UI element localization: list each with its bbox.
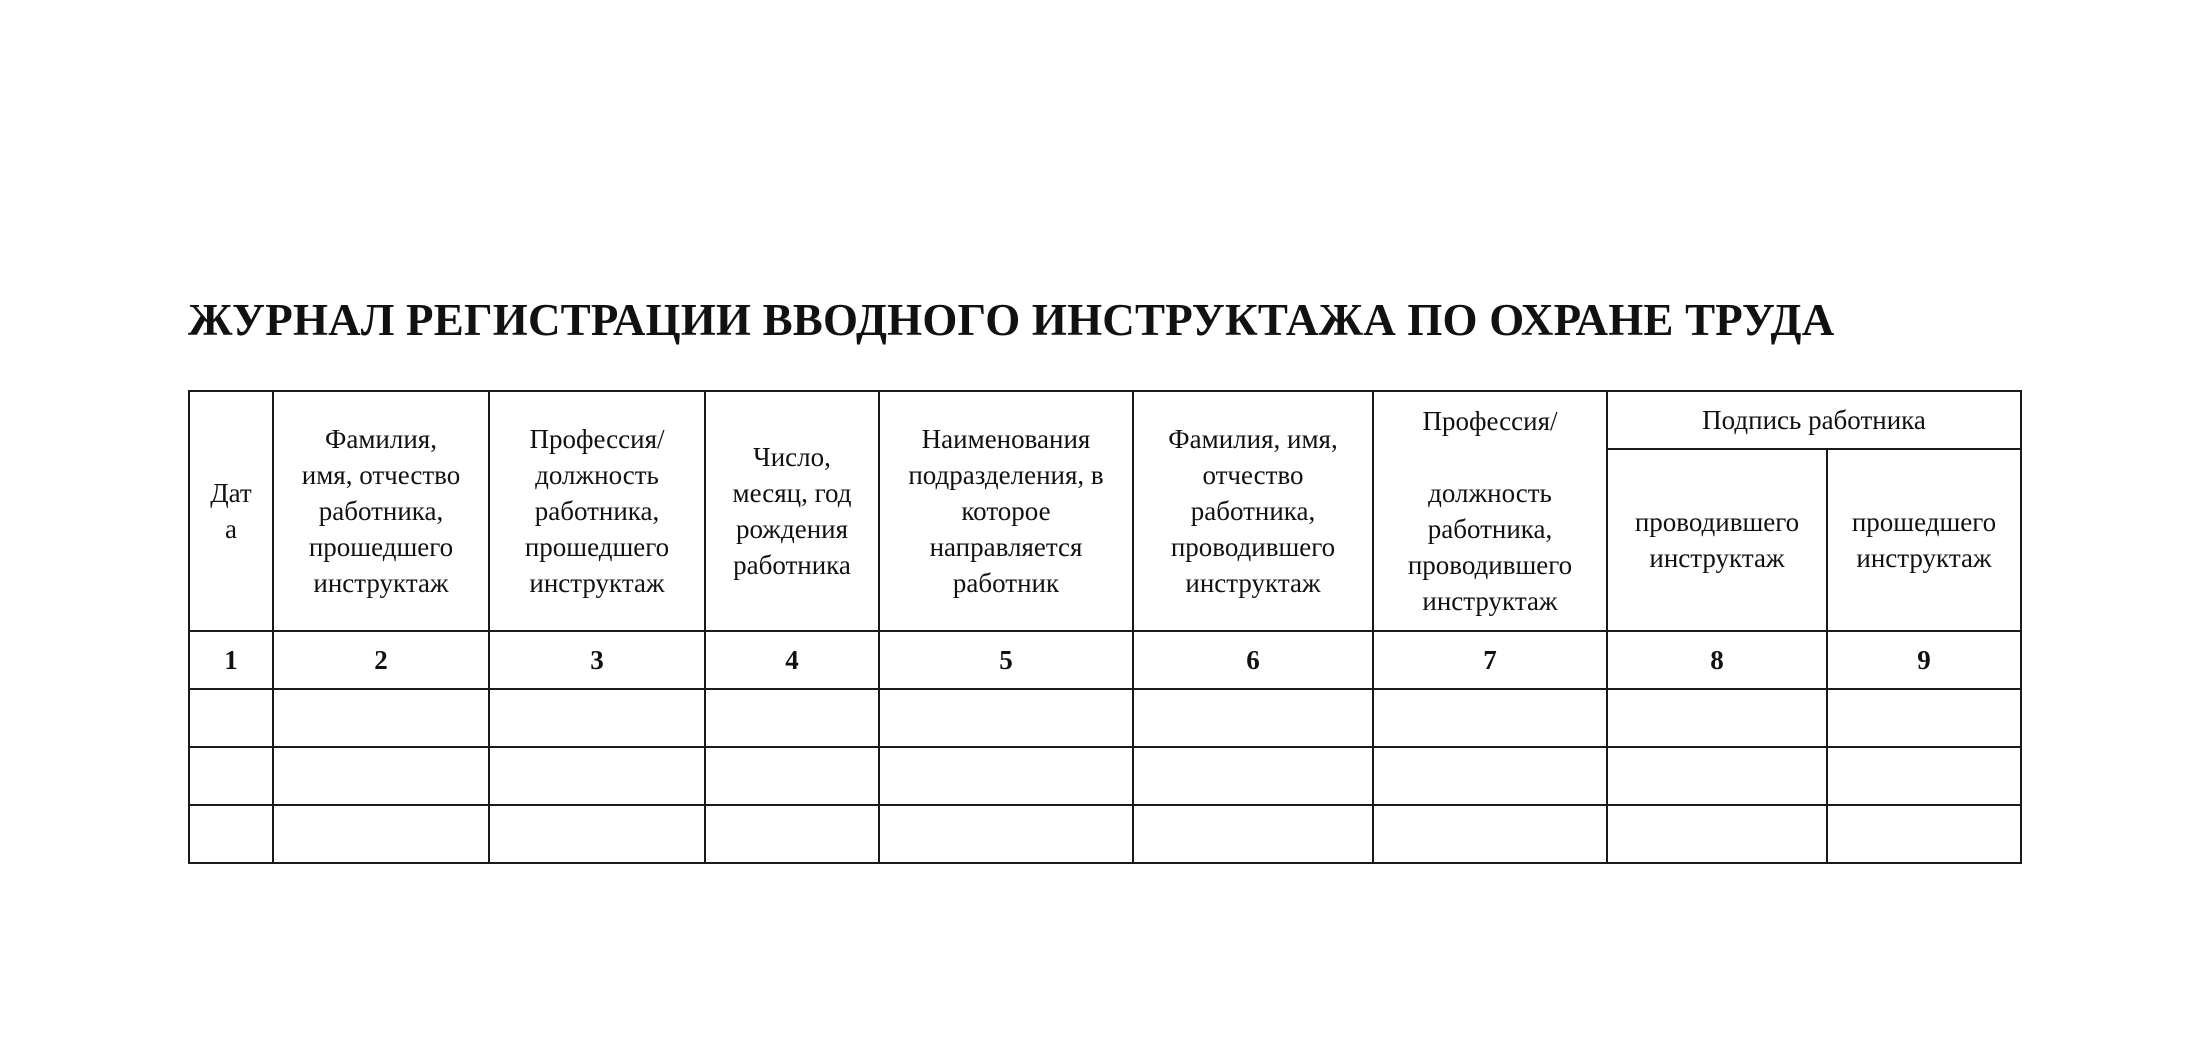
- column-number-row: [189, 631, 2021, 689]
- table-cell[interactable]: [273, 689, 489, 747]
- table-cell[interactable]: [1827, 805, 2021, 863]
- table-cell[interactable]: [489, 805, 705, 863]
- table-cell[interactable]: [705, 689, 879, 747]
- table-cell[interactable]: [879, 689, 1133, 747]
- header-instructor-position: Профессия/ должность работника, проводившего инструктаж: [1373, 391, 1607, 631]
- column-number: 5: [879, 631, 1133, 689]
- column-number: 6: [1133, 631, 1373, 689]
- page-title: ЖУРНАЛ РЕГИСТРАЦИИ ВВОДНОГО ИНСТРУКТАЖА ПО ОХРАНЕ ТРУДА: [188, 295, 1835, 345]
- table-cell[interactable]: [1373, 689, 1607, 747]
- table-cell[interactable]: [1827, 689, 2021, 747]
- column-number: 7: [1373, 631, 1607, 689]
- table-cell[interactable]: [489, 689, 705, 747]
- header-instructor-name: Фамилия, имя, отчество работника, проводившего инструктаж: [1133, 391, 1373, 631]
- table-row: [189, 747, 2021, 805]
- header-birth-date: Число, месяц, год рождения работника: [705, 391, 879, 631]
- table-cell[interactable]: [879, 805, 1133, 863]
- table-cell[interactable]: [705, 805, 879, 863]
- table-row: [189, 805, 2021, 863]
- table-cell[interactable]: [189, 747, 273, 805]
- header-trainee-name: Фамилия, имя, отчество работника, прошедшего инструктаж: [273, 391, 489, 631]
- table-cell[interactable]: [879, 747, 1133, 805]
- header-department: Наименования подразделения, в которое направляется работник: [879, 391, 1133, 631]
- column-number: 4: [705, 631, 879, 689]
- table-cell[interactable]: [1373, 747, 1607, 805]
- table-cell[interactable]: [1133, 747, 1373, 805]
- table-cell[interactable]: [489, 747, 705, 805]
- table-cell[interactable]: [1373, 805, 1607, 863]
- table-cell[interactable]: [1133, 689, 1373, 747]
- table-cell[interactable]: [1607, 747, 1827, 805]
- column-number: 3: [489, 631, 705, 689]
- instruction-journal-table: [188, 390, 2022, 864]
- table-cell[interactable]: [1607, 689, 1827, 747]
- table-cell[interactable]: [1607, 805, 1827, 863]
- header-signature-trainee: прошедшего инструктаж: [1827, 449, 2021, 631]
- table-cell[interactable]: [189, 689, 273, 747]
- table-cell[interactable]: [189, 805, 273, 863]
- table-cell[interactable]: [705, 747, 879, 805]
- column-number: 1: [189, 631, 273, 689]
- column-number: 8: [1607, 631, 1827, 689]
- header-signature-group: Подпись работника: [1607, 391, 2021, 449]
- column-number: 9: [1827, 631, 2021, 689]
- table-row: [189, 689, 2021, 747]
- header-date: Дат а: [189, 391, 273, 631]
- header-trainee-position: Профессия/ должность работника, прошедшего инструктаж: [489, 391, 705, 631]
- table-cell[interactable]: [1133, 805, 1373, 863]
- table-cell[interactable]: [273, 747, 489, 805]
- column-number: 2: [273, 631, 489, 689]
- table-cell[interactable]: [1827, 747, 2021, 805]
- header-signature-instructor: проводившего инструктаж: [1607, 449, 1827, 631]
- table-cell[interactable]: [273, 805, 489, 863]
